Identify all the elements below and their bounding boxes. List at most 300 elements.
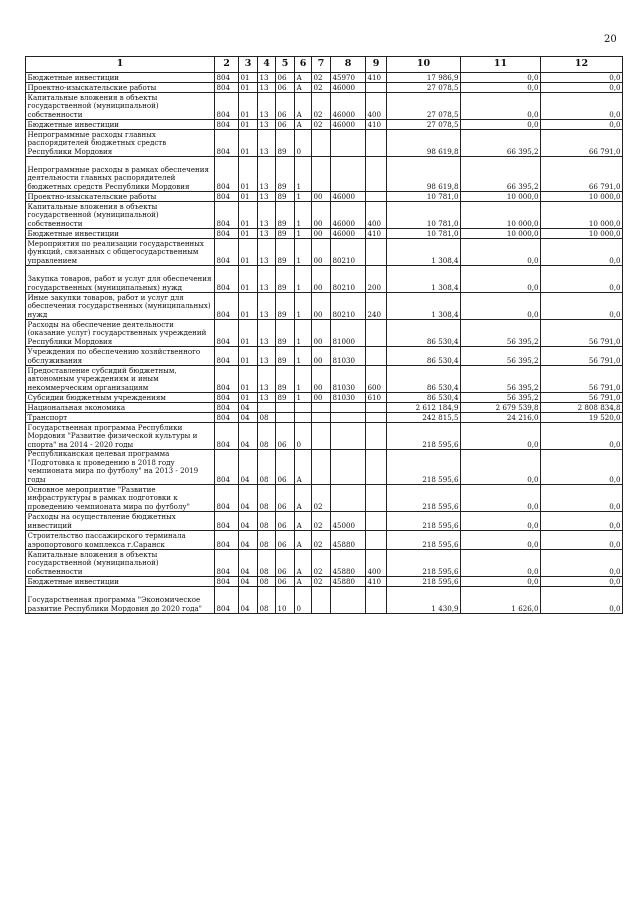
amount-year1-cell: 242 815,5	[387, 413, 461, 423]
amount-year1-cell: 10 781,0	[387, 192, 461, 202]
subprogram-code-cell: А	[295, 550, 312, 577]
section-code-cell: 01	[239, 130, 258, 157]
subsection-code-cell: 13	[258, 202, 276, 229]
program-code-cell: 89	[276, 229, 295, 239]
amount-year3-cell: 56 791,0	[541, 393, 623, 403]
event-code-cell: 02	[312, 485, 331, 512]
event-code-cell: 02	[312, 531, 331, 550]
section-code-cell: 04	[239, 587, 258, 614]
amount-year2-cell: 56 395,2	[461, 320, 541, 347]
amount-year2-cell: 56 395,2	[461, 347, 541, 366]
subsection-code-cell: 08	[258, 512, 276, 531]
amount-year2-cell: 66 395,2	[461, 130, 541, 157]
subprogram-code-cell: А	[295, 512, 312, 531]
subsection-code-cell: 13	[258, 73, 276, 83]
program-code-cell	[276, 403, 295, 413]
subprogram-code-cell	[295, 403, 312, 413]
ministry-code-cell: 804	[215, 485, 239, 512]
amount-year2-cell: 1 626,0	[461, 587, 541, 614]
table-row	[26, 83, 623, 93]
row-name-cell: Иные закупки товаров, работ и услуг для обеспечения государственных (муниципальных) нужд	[26, 293, 215, 320]
column-header: 7	[312, 57, 331, 73]
amount-year1-cell: 86 530,4	[387, 366, 461, 393]
ministry-code-cell: 804	[215, 587, 239, 614]
amount-year2-cell: 10 000,0	[461, 192, 541, 202]
expense-type-cell	[366, 423, 387, 450]
amount-year3-cell: 56 791,0	[541, 347, 623, 366]
program-code-cell: 89	[276, 192, 295, 202]
row-name-cell: Непрограммные расходы в рамках обеспечения деятельности главных распорядителей бюджетных средств Республики Мордовия	[26, 157, 215, 192]
program-code-cell: 06	[276, 73, 295, 83]
program-code-cell: 06	[276, 450, 295, 485]
row-name-cell: Государственная программа Республики Мордовия "Развитие физической культуры и спорта" на 2014 - 2020 годы	[26, 423, 215, 450]
table-row	[26, 347, 623, 366]
amount-year2-cell: 0,0	[461, 83, 541, 93]
program-code-cell: 89	[276, 347, 295, 366]
event-code-cell	[312, 413, 331, 423]
amount-year1-cell: 10 781,0	[387, 229, 461, 239]
table-row	[26, 239, 623, 266]
table-row	[26, 202, 623, 229]
amount-year2-cell: 0,0	[461, 93, 541, 120]
amount-year1-cell: 98 619,8	[387, 157, 461, 192]
subprogram-code-cell: 1	[295, 202, 312, 229]
amount-year2-cell: 0,0	[461, 293, 541, 320]
row-name-cell: Закупка товаров, работ и услуг для обеспечения государственных (муниципальных) нужд	[26, 266, 215, 293]
section-code-cell: 01	[239, 192, 258, 202]
direction-code-cell	[331, 403, 366, 413]
event-code-cell: 00	[312, 320, 331, 347]
expense-type-cell	[366, 83, 387, 93]
expense-type-cell: 400	[366, 202, 387, 229]
section-code-cell: 04	[239, 450, 258, 485]
table-row	[26, 73, 623, 83]
amount-year3-cell: 66 791,0	[541, 157, 623, 192]
row-name-cell: Капитальные вложения в объекты государственной (муниципальной) собственности	[26, 202, 215, 229]
program-code-cell: 06	[276, 550, 295, 577]
subsection-code-cell: 13	[258, 120, 276, 130]
expense-type-cell	[366, 587, 387, 614]
event-code-cell: 00	[312, 239, 331, 266]
amount-year1-cell: 218 595,6	[387, 450, 461, 485]
table-row	[26, 512, 623, 531]
subprogram-code-cell: А	[295, 485, 312, 512]
subprogram-code-cell: 1	[295, 393, 312, 403]
program-code-cell: 06	[276, 120, 295, 130]
direction-code-cell: 46000	[331, 229, 366, 239]
table-row	[26, 423, 623, 450]
section-code-cell: 04	[239, 413, 258, 423]
direction-code-cell: 80210	[331, 239, 366, 266]
event-code-cell: 02	[312, 512, 331, 531]
ministry-code-cell: 804	[215, 550, 239, 577]
amount-year3-cell: 0,0	[541, 73, 623, 83]
row-name-cell: Проектно-изыскательские работы	[26, 83, 215, 93]
direction-code-cell: 45000	[331, 512, 366, 531]
expense-type-cell	[366, 413, 387, 423]
amount-year2-cell: 24 216,0	[461, 413, 541, 423]
row-name-cell: Проектно-изыскательские работы	[26, 192, 215, 202]
event-code-cell: 00	[312, 347, 331, 366]
column-header: 5	[276, 57, 295, 73]
amount-year3-cell: 10 000,0	[541, 229, 623, 239]
program-code-cell	[276, 413, 295, 423]
column-header: 9	[366, 57, 387, 73]
event-code-cell: 00	[312, 202, 331, 229]
amount-year2-cell: 0,0	[461, 73, 541, 83]
subprogram-code-cell: 0	[295, 423, 312, 450]
direction-code-cell	[331, 450, 366, 485]
expense-type-cell: 400	[366, 550, 387, 577]
table-row	[26, 403, 623, 413]
ministry-code-cell: 804	[215, 577, 239, 587]
amount-year3-cell: 0,0	[541, 531, 623, 550]
subsection-code-cell: 08	[258, 550, 276, 577]
amount-year2-cell: 10 000,0	[461, 229, 541, 239]
subsection-code-cell	[258, 403, 276, 413]
amount-year1-cell: 1 308,4	[387, 293, 461, 320]
expense-type-cell	[366, 485, 387, 512]
amount-year1-cell: 218 595,6	[387, 485, 461, 512]
direction-code-cell	[331, 130, 366, 157]
subsection-code-cell: 13	[258, 393, 276, 403]
event-code-cell: 02	[312, 73, 331, 83]
section-code-cell: 01	[239, 347, 258, 366]
amount-year2-cell: 0,0	[461, 485, 541, 512]
event-code-cell	[312, 130, 331, 157]
ministry-code-cell: 804	[215, 293, 239, 320]
budget-table	[25, 56, 623, 614]
column-header: 2	[215, 57, 239, 73]
row-name-cell: Транспорт	[26, 413, 215, 423]
direction-code-cell: 80210	[331, 266, 366, 293]
direction-code-cell: 46000	[331, 83, 366, 93]
column-header: 11	[461, 57, 541, 73]
subsection-code-cell: 13	[258, 266, 276, 293]
amount-year1-cell: 86 530,4	[387, 393, 461, 403]
expense-type-cell	[366, 130, 387, 157]
amount-year3-cell: 2 808 834,8	[541, 403, 623, 413]
section-code-cell: 01	[239, 120, 258, 130]
ministry-code-cell: 804	[215, 266, 239, 293]
table-row	[26, 485, 623, 512]
direction-code-cell: 81000	[331, 320, 366, 347]
program-code-cell: 06	[276, 93, 295, 120]
amount-year3-cell: 0,0	[541, 83, 623, 93]
section-code-cell: 04	[239, 485, 258, 512]
ministry-code-cell: 804	[215, 83, 239, 93]
amount-year2-cell: 0,0	[461, 531, 541, 550]
row-name-cell: Бюджетные инвестиции	[26, 120, 215, 130]
ministry-code-cell: 804	[215, 202, 239, 229]
amount-year1-cell: 17 986,9	[387, 73, 461, 83]
subprogram-code-cell: 1	[295, 192, 312, 202]
subsection-code-cell: 13	[258, 93, 276, 120]
expense-type-cell: 410	[366, 120, 387, 130]
subsection-code-cell: 13	[258, 293, 276, 320]
table-header-row	[26, 57, 623, 73]
column-header: 3	[239, 57, 258, 73]
section-code-cell: 01	[239, 157, 258, 192]
amount-year3-cell: 0,0	[541, 239, 623, 266]
direction-code-cell: 46000	[331, 120, 366, 130]
subprogram-code-cell	[295, 413, 312, 423]
subsection-code-cell: 13	[258, 130, 276, 157]
program-code-cell: 06	[276, 83, 295, 93]
program-code-cell: 89	[276, 202, 295, 229]
table-row	[26, 266, 623, 293]
amount-year3-cell: 0,0	[541, 550, 623, 577]
row-name-cell: Республиканская целевая программа "Подготовка к проведению в 2018 году чемпионата мира по футболу" на 2013 - 2019 годы	[26, 450, 215, 485]
row-name-cell: Капитальные вложения в объекты государственной (муниципальной) собственности	[26, 550, 215, 577]
amount-year1-cell: 218 595,6	[387, 531, 461, 550]
event-code-cell: 02	[312, 120, 331, 130]
amount-year2-cell: 0,0	[461, 266, 541, 293]
section-code-cell: 01	[239, 320, 258, 347]
subsection-code-cell: 13	[258, 157, 276, 192]
program-code-cell: 06	[276, 512, 295, 531]
section-code-cell: 04	[239, 423, 258, 450]
amount-year3-cell: 0,0	[541, 577, 623, 587]
ministry-code-cell: 804	[215, 192, 239, 202]
amount-year2-cell: 66 395,2	[461, 157, 541, 192]
table-row	[26, 413, 623, 423]
table-row	[26, 157, 623, 192]
direction-code-cell: 81030	[331, 393, 366, 403]
table-row	[26, 366, 623, 393]
section-code-cell: 01	[239, 239, 258, 266]
subprogram-code-cell: 0	[295, 130, 312, 157]
column-header: 10	[387, 57, 461, 73]
direction-code-cell: 45880	[331, 550, 366, 577]
section-code-cell: 01	[239, 202, 258, 229]
subsection-code-cell: 08	[258, 587, 276, 614]
expense-type-cell: 410	[366, 73, 387, 83]
ministry-code-cell: 804	[215, 130, 239, 157]
subsection-code-cell: 13	[258, 320, 276, 347]
column-header: 8	[331, 57, 366, 73]
ministry-code-cell: 804	[215, 423, 239, 450]
amount-year1-cell: 218 595,6	[387, 577, 461, 587]
ministry-code-cell: 804	[215, 366, 239, 393]
subprogram-code-cell: 1	[295, 239, 312, 266]
program-code-cell: 89	[276, 320, 295, 347]
row-name-cell: Бюджетные инвестиции	[26, 577, 215, 587]
section-code-cell: 01	[239, 366, 258, 393]
section-code-cell: 04	[239, 403, 258, 413]
row-name-cell: Расходы на обеспечение деятельности (оказание услуг) государственных учреждений Республики Мордовия	[26, 320, 215, 347]
expense-type-cell: 410	[366, 577, 387, 587]
section-code-cell: 01	[239, 93, 258, 120]
subsection-code-cell: 13	[258, 229, 276, 239]
column-header: 12	[541, 57, 623, 73]
section-code-cell: 01	[239, 393, 258, 403]
amount-year1-cell: 218 595,6	[387, 512, 461, 531]
row-name-cell: Бюджетные инвестиции	[26, 73, 215, 83]
amount-year1-cell: 98 619,8	[387, 130, 461, 157]
amount-year3-cell: 56 791,0	[541, 320, 623, 347]
direction-code-cell: 80210	[331, 293, 366, 320]
amount-year2-cell: 0,0	[461, 423, 541, 450]
expense-type-cell	[366, 239, 387, 266]
event-code-cell	[312, 403, 331, 413]
expense-type-cell: 600	[366, 366, 387, 393]
column-header: 4	[258, 57, 276, 73]
program-code-cell: 89	[276, 266, 295, 293]
program-code-cell: 89	[276, 239, 295, 266]
subsection-code-cell: 13	[258, 366, 276, 393]
expense-type-cell	[366, 320, 387, 347]
direction-code-cell: 81030	[331, 347, 366, 366]
row-name-cell: Расходы на осуществление бюджетных инвестиций	[26, 512, 215, 531]
ministry-code-cell: 804	[215, 73, 239, 83]
section-code-cell: 04	[239, 512, 258, 531]
table-row	[26, 130, 623, 157]
program-code-cell: 06	[276, 485, 295, 512]
amount-year3-cell: 0,0	[541, 512, 623, 531]
ministry-code-cell: 804	[215, 239, 239, 266]
subprogram-code-cell: А	[295, 93, 312, 120]
column-header: 6	[295, 57, 312, 73]
table-row	[26, 120, 623, 130]
amount-year3-cell: 19 520,0	[541, 413, 623, 423]
program-code-cell: 06	[276, 423, 295, 450]
amount-year3-cell: 10 000,0	[541, 202, 623, 229]
table-row	[26, 577, 623, 587]
subprogram-code-cell: 1	[295, 157, 312, 192]
subprogram-code-cell: 1	[295, 366, 312, 393]
amount-year1-cell: 2 612 184,9	[387, 403, 461, 413]
row-name-cell: Государственная программа "Экономическое развитие Республики Мордовия до 2020 года"	[26, 587, 215, 614]
subprogram-code-cell: А	[295, 531, 312, 550]
amount-year3-cell: 66 791,0	[541, 130, 623, 157]
event-code-cell: 00	[312, 366, 331, 393]
expense-type-cell	[366, 403, 387, 413]
direction-code-cell: 46000	[331, 93, 366, 120]
subsection-code-cell: 08	[258, 531, 276, 550]
expense-type-cell: 610	[366, 393, 387, 403]
subsection-code-cell: 13	[258, 347, 276, 366]
table-row	[26, 93, 623, 120]
amount-year3-cell: 0,0	[541, 587, 623, 614]
event-code-cell	[312, 423, 331, 450]
amount-year2-cell: 0,0	[461, 120, 541, 130]
event-code-cell: 00	[312, 393, 331, 403]
table-row	[26, 320, 623, 347]
table-row	[26, 587, 623, 614]
amount-year2-cell: 0,0	[461, 239, 541, 266]
table-row	[26, 531, 623, 550]
amount-year2-cell: 56 395,2	[461, 393, 541, 403]
event-code-cell: 00	[312, 293, 331, 320]
event-code-cell: 02	[312, 93, 331, 120]
amount-year1-cell: 1 308,4	[387, 266, 461, 293]
direction-code-cell: 45880	[331, 577, 366, 587]
subsection-code-cell: 08	[258, 485, 276, 512]
ministry-code-cell: 804	[215, 229, 239, 239]
ministry-code-cell: 804	[215, 413, 239, 423]
row-name-cell: Мероприятия по реализации государственных функций, связанных с общегосударственным управлением	[26, 239, 215, 266]
direction-code-cell	[331, 587, 366, 614]
row-name-cell: Учреждения по обеспечению хозяйственного обслуживания	[26, 347, 215, 366]
section-code-cell: 01	[239, 229, 258, 239]
direction-code-cell	[331, 413, 366, 423]
ministry-code-cell: 804	[215, 450, 239, 485]
subprogram-code-cell: А	[295, 577, 312, 587]
amount-year2-cell: 2 679 539,8	[461, 403, 541, 413]
event-code-cell: 02	[312, 550, 331, 577]
table-row	[26, 550, 623, 577]
subprogram-code-cell: 0	[295, 587, 312, 614]
budget-table-container	[25, 56, 622, 614]
amount-year2-cell: 0,0	[461, 450, 541, 485]
page-number: 20	[604, 34, 617, 45]
ministry-code-cell: 804	[215, 531, 239, 550]
direction-code-cell: 46000	[331, 192, 366, 202]
expense-type-cell: 400	[366, 93, 387, 120]
table-row	[26, 393, 623, 403]
section-code-cell: 01	[239, 83, 258, 93]
subprogram-code-cell: А	[295, 120, 312, 130]
subprogram-code-cell: 1	[295, 229, 312, 239]
table-row	[26, 293, 623, 320]
expense-type-cell: 240	[366, 293, 387, 320]
table-row	[26, 192, 623, 202]
expense-type-cell	[366, 192, 387, 202]
amount-year3-cell: 0,0	[541, 450, 623, 485]
amount-year1-cell: 27 078,5	[387, 120, 461, 130]
ministry-code-cell: 804	[215, 157, 239, 192]
ministry-code-cell: 804	[215, 512, 239, 531]
expense-type-cell	[366, 450, 387, 485]
subsection-code-cell: 08	[258, 413, 276, 423]
row-name-cell: Предоставление субсидий бюджетным, автономным учреждениям и иным некоммерческим организациям	[26, 366, 215, 393]
amount-year3-cell: 0,0	[541, 293, 623, 320]
expense-type-cell: 200	[366, 266, 387, 293]
direction-code-cell: 45880	[331, 531, 366, 550]
row-name-cell: Основное мероприятие "Развитие инфраструктуры в рамках подготовки к проведению чемпионата мира по футболу"	[26, 485, 215, 512]
row-name-cell: Национальная экономика	[26, 403, 215, 413]
amount-year3-cell: 0,0	[541, 423, 623, 450]
section-code-cell: 01	[239, 73, 258, 83]
ministry-code-cell: 804	[215, 120, 239, 130]
direction-code-cell	[331, 423, 366, 450]
program-code-cell: 10	[276, 587, 295, 614]
table-row	[26, 229, 623, 239]
amount-year3-cell: 56 791,0	[541, 366, 623, 393]
program-code-cell: 89	[276, 293, 295, 320]
row-name-cell: Бюджетные инвестиции	[26, 229, 215, 239]
amount-year1-cell: 27 078,5	[387, 93, 461, 120]
subsection-code-cell: 08	[258, 423, 276, 450]
expense-type-cell	[366, 512, 387, 531]
ministry-code-cell: 804	[215, 403, 239, 413]
ministry-code-cell: 804	[215, 93, 239, 120]
table-row	[26, 450, 623, 485]
subsection-code-cell: 13	[258, 83, 276, 93]
direction-code-cell: 46000	[331, 202, 366, 229]
program-code-cell: 06	[276, 531, 295, 550]
event-code-cell: 00	[312, 192, 331, 202]
ministry-code-cell: 804	[215, 347, 239, 366]
program-code-cell: 89	[276, 157, 295, 192]
amount-year2-cell: 0,0	[461, 550, 541, 577]
section-code-cell: 01	[239, 266, 258, 293]
section-code-cell: 04	[239, 550, 258, 577]
subprogram-code-cell: А	[295, 450, 312, 485]
event-code-cell: 00	[312, 229, 331, 239]
subprogram-code-cell: 1	[295, 266, 312, 293]
